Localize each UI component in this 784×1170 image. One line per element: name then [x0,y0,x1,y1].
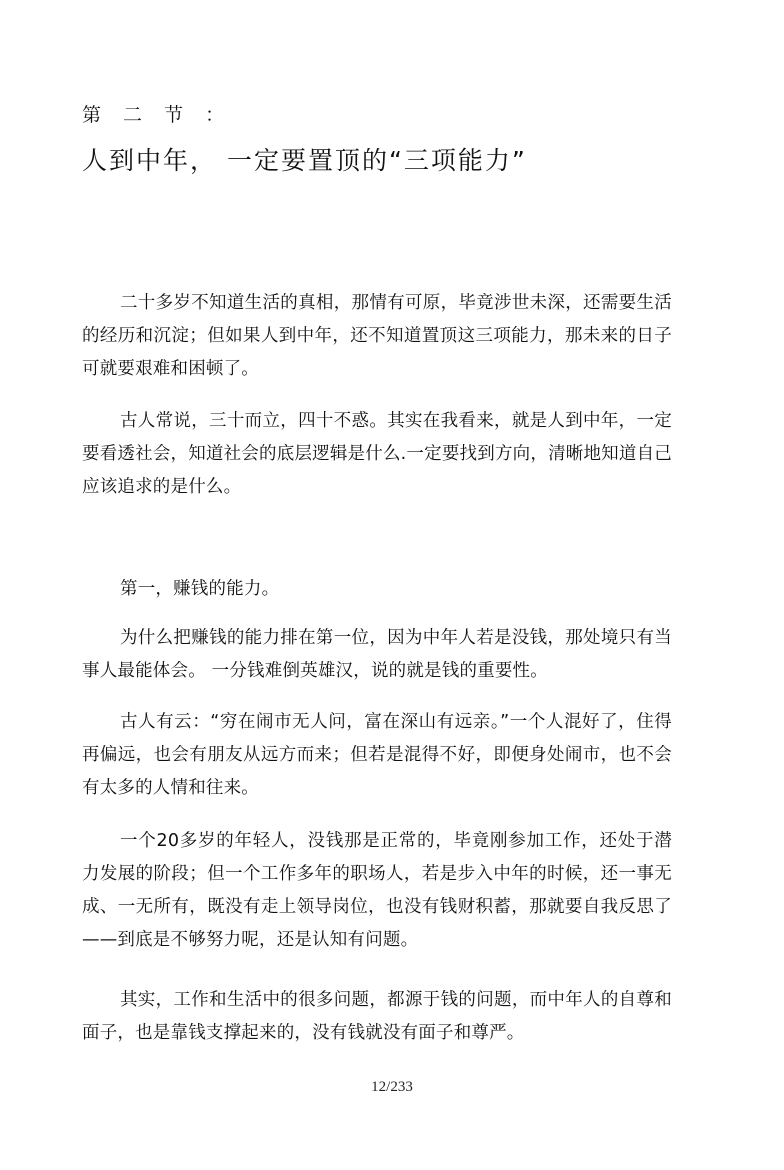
chapter-title: 人到中年， 一定要置顶的“三项能力” [82,146,527,175]
page-number: 12/233 [371,1079,413,1095]
paragraph-why-money: 为什么把赚钱的能力排在第一位，因为中年人若是没钱，那处境只有当事人最能体会。 一分钱难倒英雄汉，说的就是钱的重要性。 [82,628,672,681]
paragraph-young-person: 一个20多岁的年轻人，没钱那是正常的，毕竟刚参加工作，还处于潜力发展的阶段；但一个工作多年的职场人，若是步入中年的时候，还一事无成、一无所有，既没有走上领导岗位，也没有钱财积蓄，那就要自我反思了——到底是不够努力呢，还是认知有问题。 [82,831,672,950]
section-label: 第 二 节 ： [82,104,233,126]
paragraph-conclusion: 其实，工作和生活中的很多问题，都源于钱的问题，而中年人的自尊和面子，也是靠钱支撑起来的，没有钱就没有面子和尊严。 [82,990,672,1043]
paragraph-ancients: 古人常说，三十而立，四十不惑。其实在我看来，就是人到中年，一定要看透社会，知道社会的底层逻辑是什么.一定要找到方向，清晰地知道自己应该追求的是什么。 [82,411,672,497]
paragraph-quote: 古人有云：“穷在闹市无人问，富在深山有远亲。”一个人混好了，住得再偏远，也会有朋友从远方而来；但若是混得不好，即便身处闹市，也不会有太多的人情和往来。 [82,712,672,798]
paragraph-intro: 二十多岁不知道生活的真相，那情有可原，毕竟涉世未深，还需要生活的经历和沉淀；但如果人到中年，还不知道置顶这三项能力，那未来的日子可就要艰难和困顿了。 [82,293,672,379]
subheading-first-ability: 第一，赚钱的能力。 [120,579,280,599]
